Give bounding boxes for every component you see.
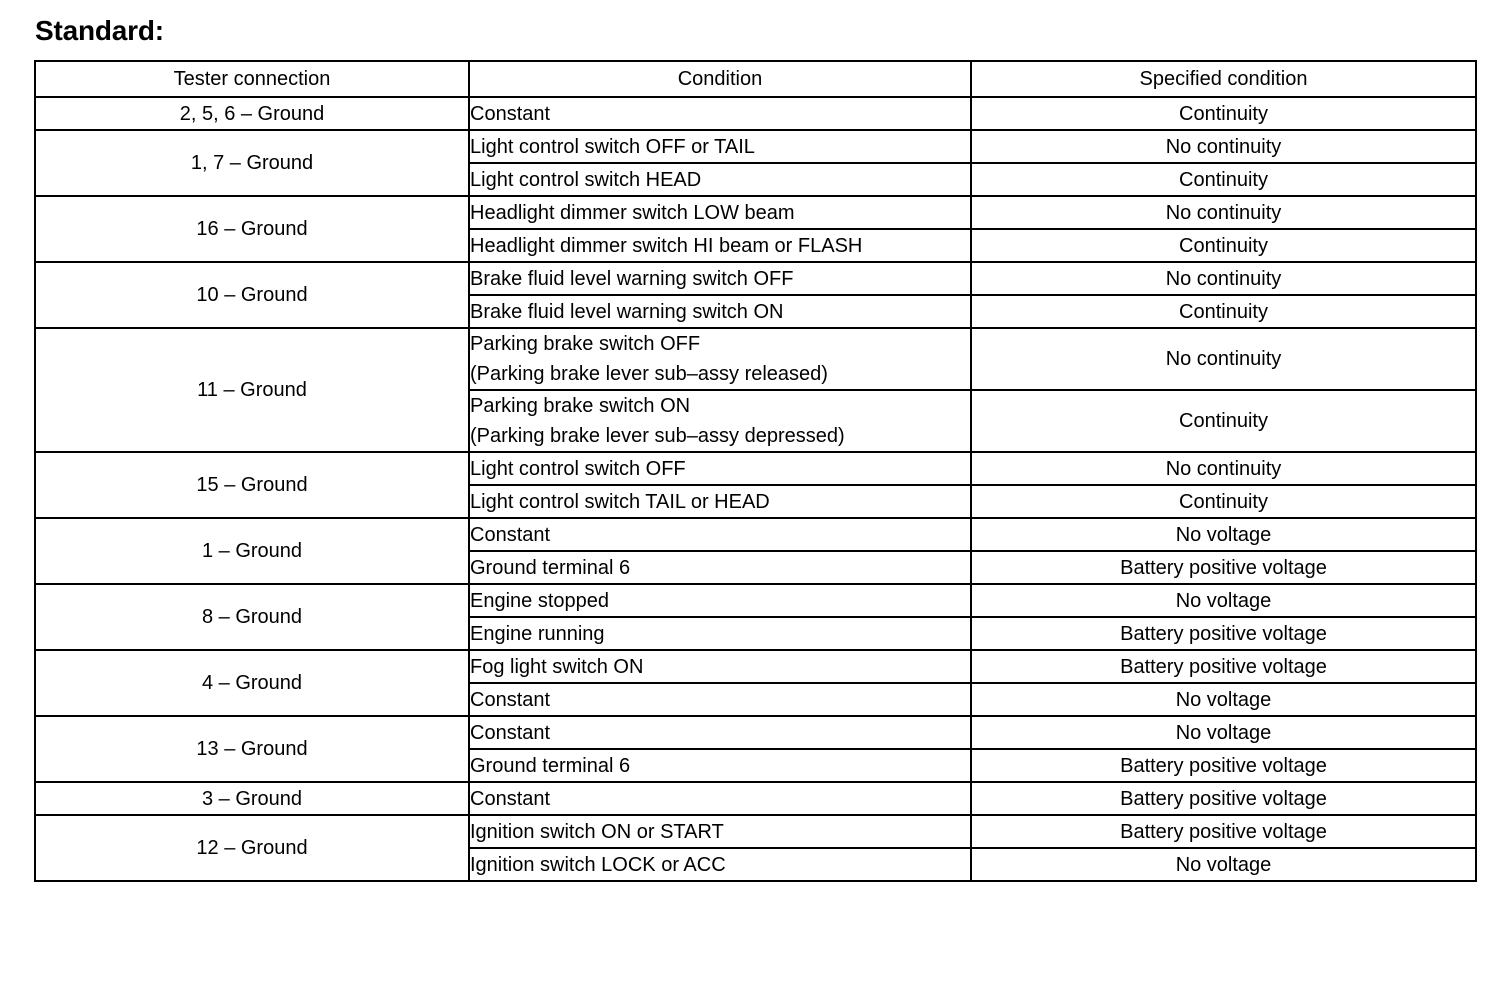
specified-condition-cell: Battery positive voltage — [971, 749, 1476, 782]
condition-cell — [469, 815, 971, 848]
header-specified-condition: Specified condition — [971, 61, 1476, 97]
condition-cell — [469, 584, 971, 617]
specified-condition-cell: Battery positive voltage — [971, 650, 1476, 683]
condition-cell — [469, 452, 971, 485]
specified-condition-cell: No voltage — [971, 584, 1476, 617]
condition-text: Constant — [470, 721, 551, 744]
condition-text: Light control switch TAIL or HEAD — [470, 490, 770, 513]
specified-condition-cell: Continuity — [971, 229, 1476, 262]
table-row — [35, 650, 1476, 683]
condition-text: Constant — [470, 787, 551, 810]
specified-condition-cell: No voltage — [971, 683, 1476, 716]
condition-cell — [469, 295, 971, 328]
specified-condition-cell: Battery positive voltage — [971, 782, 1476, 815]
condition-cell — [469, 749, 971, 782]
tester-connection-cell: 2, 5, 6 – Ground — [35, 97, 469, 130]
page-title: Standard: — [35, 15, 164, 46]
condition-text: (Parking brake lever sub–assy released) — [470, 363, 828, 385]
condition-text: Ground terminal 6 — [470, 754, 631, 777]
table-body — [35, 97, 1476, 881]
specified-condition-cell: No continuity — [971, 452, 1476, 485]
tester-connection-cell: 15 – Ground — [35, 452, 469, 518]
condition-text: Headlight dimmer switch HI beam or FLASH — [470, 234, 863, 257]
condition-text: Brake fluid level warning switch OFF — [470, 267, 794, 290]
header-tester-connection: Tester connection — [35, 61, 469, 97]
table-row — [35, 584, 1476, 617]
condition-cell — [469, 130, 971, 163]
condition-cell — [469, 782, 971, 815]
condition-cell — [469, 163, 971, 196]
condition-text: (Parking brake lever sub–assy depressed) — [470, 425, 845, 447]
tester-connection-cell: 3 – Ground — [35, 782, 469, 815]
tester-connection-cell: 1 – Ground — [35, 518, 469, 584]
specified-condition-cell: No continuity — [971, 262, 1476, 295]
table-row — [35, 196, 1476, 229]
condition-cell — [469, 485, 971, 518]
table-row — [35, 716, 1476, 749]
condition-cell — [469, 97, 971, 130]
condition-text: Ground terminal 6 — [470, 556, 631, 579]
condition-text: Parking brake switch ON — [470, 395, 691, 417]
specified-condition-cell: No voltage — [971, 716, 1476, 749]
specified-condition-cell: Continuity — [971, 97, 1476, 130]
table-row — [35, 262, 1476, 295]
table-row — [35, 328, 1476, 390]
condition-cell — [469, 551, 971, 584]
condition-text: Constant — [470, 523, 551, 546]
condition-cell — [469, 716, 971, 749]
specified-condition-cell: Battery positive voltage — [971, 617, 1476, 650]
condition-text: Light control switch OFF — [470, 457, 686, 480]
condition-cell — [469, 683, 971, 716]
specified-condition-cell: Battery positive voltage — [971, 815, 1476, 848]
condition-cell — [469, 328, 971, 390]
specified-condition-cell: No voltage — [971, 518, 1476, 551]
table-row — [35, 452, 1476, 485]
condition-text: Engine running — [470, 622, 605, 645]
inspection-table — [34, 60, 1477, 882]
condition-cell — [469, 848, 971, 881]
condition-text: Parking brake switch OFF — [470, 333, 701, 355]
condition-text: Constant — [470, 688, 551, 711]
specified-condition-cell: No continuity — [971, 130, 1476, 163]
specified-condition-cell: Continuity — [971, 390, 1476, 452]
tester-connection-cell: 11 – Ground — [35, 328, 469, 452]
table-row — [35, 518, 1476, 551]
tester-connection-cell: 12 – Ground — [35, 815, 469, 881]
condition-text: Headlight dimmer switch LOW beam — [470, 201, 795, 224]
header-condition: Condition — [469, 61, 971, 97]
condition-cell — [469, 262, 971, 295]
table-row — [35, 815, 1476, 848]
condition-text: Constant — [470, 102, 551, 125]
specified-condition-cell: No continuity — [971, 328, 1476, 390]
condition-cell — [469, 650, 971, 683]
condition-text: Engine stopped — [470, 589, 610, 612]
condition-cell — [469, 196, 971, 229]
condition-text: Ignition switch ON or START — [470, 820, 724, 843]
specified-condition-cell: Battery positive voltage — [971, 551, 1476, 584]
table-row — [35, 130, 1476, 163]
tester-connection-cell: 8 – Ground — [35, 584, 469, 650]
condition-text: Brake fluid level warning switch ON — [470, 300, 784, 323]
condition-cell — [469, 229, 971, 262]
specified-condition-cell: Continuity — [971, 485, 1476, 518]
specified-condition-cell: Continuity — [971, 295, 1476, 328]
table-row — [35, 782, 1476, 815]
table-header-row — [35, 61, 1476, 97]
tester-connection-cell: 16 – Ground — [35, 196, 469, 262]
condition-cell — [469, 617, 971, 650]
tester-connection-cell: 4 – Ground — [35, 650, 469, 716]
condition-text: Ignition switch LOCK or ACC — [470, 853, 726, 876]
condition-cell — [469, 518, 971, 551]
specified-condition-cell: Continuity — [971, 163, 1476, 196]
tester-connection-cell: 1, 7 – Ground — [35, 130, 469, 196]
table-row — [35, 97, 1476, 130]
tester-connection-cell: 13 – Ground — [35, 716, 469, 782]
condition-cell — [469, 390, 971, 452]
condition-text: Light control switch OFF or TAIL — [470, 135, 755, 158]
condition-text: Light control switch HEAD — [470, 168, 702, 191]
condition-text: Fog light switch ON — [470, 655, 644, 678]
specified-condition-cell: No voltage — [971, 848, 1476, 881]
tester-connection-cell: 10 – Ground — [35, 262, 469, 328]
specified-condition-cell: No continuity — [971, 196, 1476, 229]
